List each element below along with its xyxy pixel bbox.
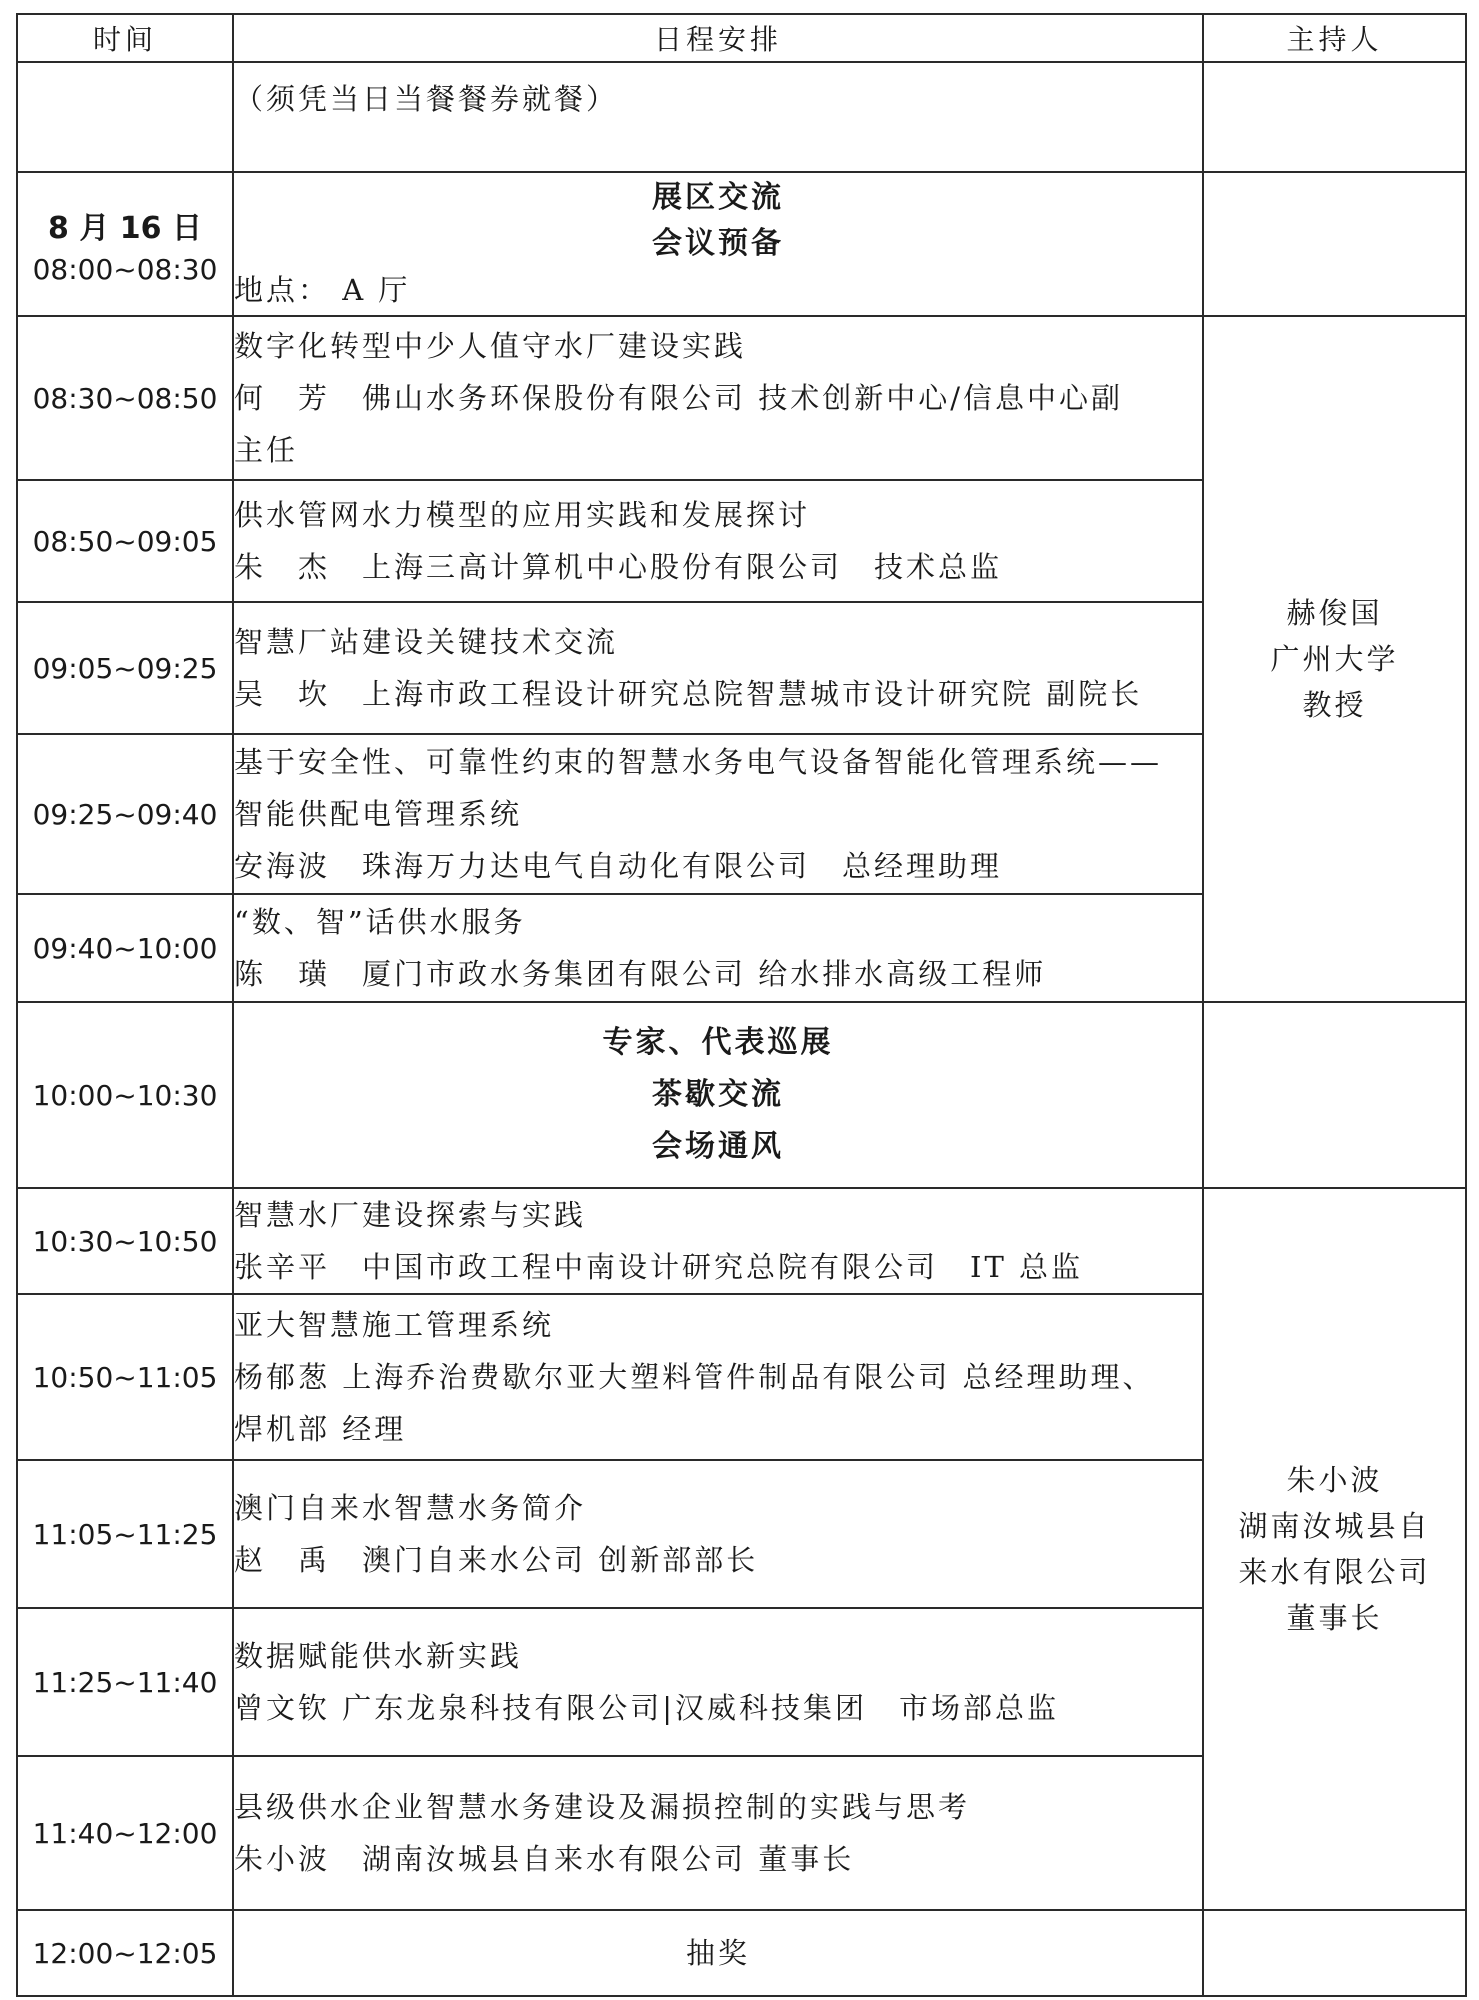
table-row (17, 316, 1466, 480)
talk-title: “数、智”话供水服务 (234, 905, 526, 939)
time-cell: 08:50~09:05 (17, 480, 233, 602)
header-host: 主持人 (1203, 14, 1466, 62)
program-line: （须凭当日当餐餐券就餐） (234, 82, 619, 116)
program-cell (233, 1188, 1203, 1294)
program-cell (233, 480, 1203, 602)
session-heading: 会场通风 (652, 1129, 784, 1164)
host-cell (1203, 62, 1466, 172)
table-row (17, 1910, 1466, 1996)
speaker-line: 陈 璜 厦门市政水务集团有限公司 给水排水高级工程师 (234, 957, 1047, 991)
session-heading: 会议预备 (652, 226, 784, 261)
program-cell (233, 172, 1203, 316)
time-cell: 08:30~08:50 (17, 316, 233, 480)
time-cell: 10:30~10:50 (17, 1188, 233, 1294)
program-cell (233, 1608, 1203, 1756)
program-cell (233, 1294, 1203, 1460)
speaker-line: 吴 坎 上海市政工程设计研究总院智慧城市设计研究院 副院长 (234, 677, 1143, 711)
time-cell: 10:50~11:05 (17, 1294, 233, 1460)
talk-title: 智慧厂站建设关键技术交流 (234, 625, 619, 659)
session-heading: 展区交流 (652, 180, 784, 215)
session-heading: 茶歇交流 (652, 1077, 784, 1112)
host-org: 广州大学 (1270, 642, 1399, 676)
talk-title: 数字化转型中少人值守水厂建设实践 (234, 329, 747, 363)
speaker-line: 安海波 珠海万力达电气自动化有限公司 总经理助理 (234, 849, 1003, 883)
speaker-line: 赵 禹 澳门自来水公司 创新部部长 (234, 1543, 759, 1577)
speaker-line: 焊机部 经理 (234, 1412, 407, 1446)
talk-title: 智能供配电管理系统 (234, 797, 523, 831)
talk-title: 供水管网水力模型的应用实践和发展探讨 (234, 498, 811, 532)
host-org: 湖南汝城县自 (1238, 1509, 1431, 1543)
table-row (17, 1002, 1466, 1188)
host-cell (1203, 1910, 1466, 1996)
table-row (17, 172, 1466, 316)
program-cell (233, 1002, 1203, 1188)
time-cell (17, 172, 233, 316)
program-cell: 抽奖 (233, 1910, 1203, 1996)
session-heading: 专家、代表巡展 (602, 1025, 834, 1060)
host-org: 来水有限公司 (1238, 1555, 1431, 1589)
host-cell (1203, 172, 1466, 316)
time-cell: 11:25~11:40 (17, 1608, 233, 1756)
speaker-line: 曾文钦 广东龙泉科技有限公司|汉威科技集团 市场部总监 (234, 1691, 1059, 1725)
host-title: 董事长 (1286, 1601, 1383, 1635)
speaker-line: 何 芳 佛山水务环保股份有限公司 技术创新中心/信息中心副 (234, 381, 1123, 415)
header-time: 时间 (17, 14, 233, 62)
location-label: 地点： A 厅 (234, 273, 411, 307)
speaker-line: 杨郁葱 上海乔治费歇尔亚大塑料管件制品有限公司 总经理助理、 (234, 1360, 1155, 1394)
header-program: 日程安排 (233, 14, 1203, 62)
talk-title: 县级供水企业智慧水务建设及漏损控制的实践与思考 (234, 1790, 971, 1824)
speaker-line: 朱小波 湖南汝城县自来水有限公司 董事长 (234, 1842, 855, 1876)
schedule-table (16, 13, 1467, 1997)
program-cell (233, 602, 1203, 734)
host-cell (1203, 1188, 1466, 1910)
host-cell (1203, 1002, 1466, 1188)
program-cell (233, 316, 1203, 480)
talk-title: 智慧水厂建设探索与实践 (234, 1198, 587, 1232)
time-label: 08:00~08:30 (32, 252, 218, 286)
table-row (17, 62, 1466, 172)
time-cell: 12:00~12:05 (17, 1910, 233, 1996)
time-cell: 09:40~10:00 (17, 894, 233, 1002)
program-cell (233, 1756, 1203, 1910)
speaker-line: 张辛平 中国市政工程中南设计研究总院有限公司 IT 总监 (234, 1250, 1084, 1284)
talk-title: 基于安全性、可靠性约束的智慧水务电气设备智能化管理系统—— (234, 745, 1163, 779)
time-cell: 09:05~09:25 (17, 602, 233, 734)
table-row (17, 1188, 1466, 1294)
host-title: 教授 (1302, 688, 1367, 722)
program-cell (233, 62, 1203, 172)
speaker-line: 主任 (234, 433, 299, 467)
host-name: 赫俊国 (1286, 596, 1383, 630)
time-cell: 09:25~09:40 (17, 734, 233, 894)
time-cell: 10:00~10:30 (17, 1002, 233, 1188)
talk-title: 亚大智慧施工管理系统 (234, 1308, 555, 1342)
program-cell (233, 1460, 1203, 1608)
time-cell: 11:40~12:00 (17, 1756, 233, 1910)
time-cell: 11:05~11:25 (17, 1460, 233, 1608)
date-label: 8 月 16 日 (48, 210, 202, 246)
time-cell (17, 62, 233, 172)
talk-title: 澳门自来水智慧水务简介 (234, 1491, 587, 1525)
program-cell (233, 734, 1203, 894)
program-cell (233, 894, 1203, 1002)
host-name: 朱小波 (1286, 1463, 1383, 1497)
speaker-line: 朱 杰 上海三高计算机中心股份有限公司 技术总监 (234, 550, 1003, 584)
talk-title: 数据赋能供水新实践 (234, 1639, 523, 1673)
host-cell (1203, 316, 1466, 1002)
header-row (17, 14, 1466, 62)
